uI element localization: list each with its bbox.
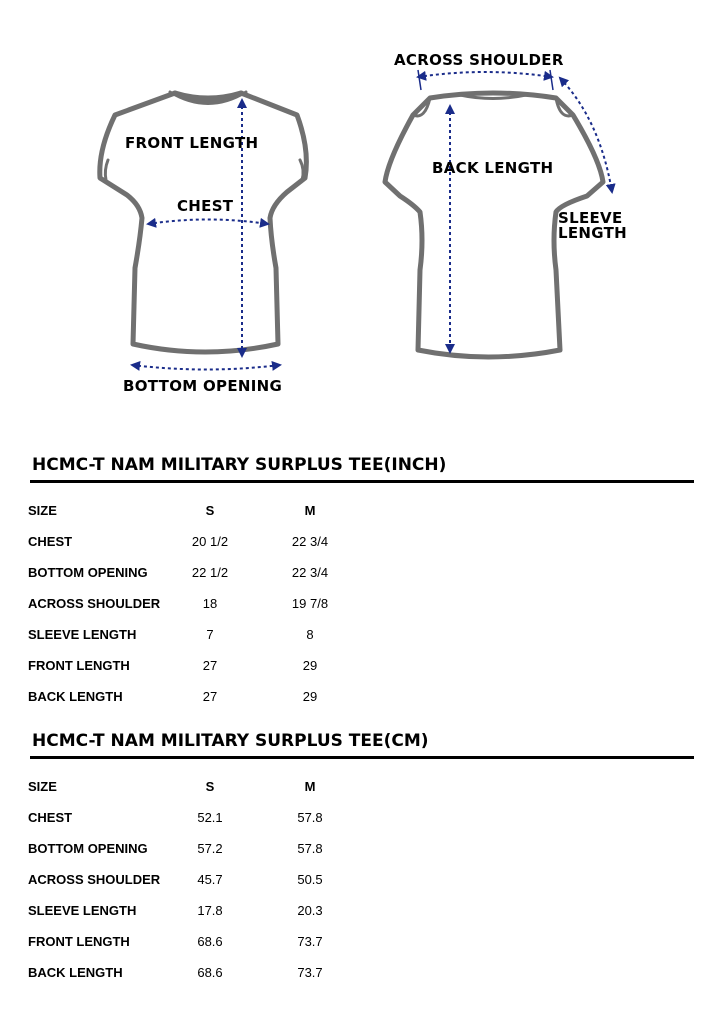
table-header-row bbox=[0, 779, 723, 797]
row-label: ACROSS SHOULDER bbox=[28, 872, 161, 887]
row-s-value: 68.6 bbox=[197, 965, 223, 980]
cm-table-title: HCMC-T NAM MILITARY SURPLUS TEE(CM) bbox=[32, 731, 429, 751]
row-label: FRONT LENGTH bbox=[28, 934, 130, 949]
header-s: S bbox=[205, 779, 215, 794]
row-s-value: 27 bbox=[202, 689, 218, 704]
table-row bbox=[0, 934, 723, 952]
table-row bbox=[0, 872, 723, 890]
table-row bbox=[0, 534, 723, 552]
measurement-diagram bbox=[0, 0, 723, 420]
row-m-value: 29 bbox=[302, 658, 318, 673]
row-s-value: 17.8 bbox=[197, 903, 223, 918]
front-tshirt-outline bbox=[100, 92, 307, 352]
header-size: SIZE bbox=[28, 779, 57, 794]
inch-table-title: HCMC-T NAM MILITARY SURPLUS TEE(INCH) bbox=[32, 455, 447, 475]
row-m-value: 20.3 bbox=[297, 903, 323, 918]
row-label: BOTTOM OPENING bbox=[28, 565, 148, 580]
bottom-opening-arrow bbox=[132, 365, 280, 370]
sleeve-length-label-line2: LENGTH bbox=[558, 224, 627, 242]
row-m-value: 19 7/8 bbox=[291, 596, 329, 611]
row-s-value: 52.1 bbox=[197, 810, 223, 825]
row-m-value: 57.8 bbox=[297, 841, 323, 856]
row-s-value: 27 bbox=[202, 658, 218, 673]
front-length-label: FRONT LENGTH bbox=[125, 134, 259, 152]
row-s-value: 7 bbox=[206, 627, 214, 642]
row-label: SLEEVE LENGTH bbox=[28, 627, 137, 642]
table-row bbox=[0, 810, 723, 828]
table-row bbox=[0, 841, 723, 859]
table-row bbox=[0, 596, 723, 614]
chest-label: CHEST bbox=[177, 197, 234, 215]
row-label: FRONT LENGTH bbox=[28, 658, 130, 673]
row-label: BOTTOM OPENING bbox=[28, 841, 148, 856]
inch-table-rule bbox=[30, 480, 694, 483]
across-shoulder-label: ACROSS SHOULDER bbox=[394, 51, 564, 69]
row-s-value: 20 1/2 bbox=[191, 534, 229, 549]
row-m-value: 22 3/4 bbox=[291, 565, 329, 580]
row-m-value: 29 bbox=[302, 689, 318, 704]
header-s: S bbox=[205, 503, 215, 518]
sleeve-length-label-line1: SLEEVE bbox=[558, 209, 623, 227]
row-m-value: 73.7 bbox=[297, 934, 323, 949]
table-row bbox=[0, 627, 723, 645]
row-s-value: 68.6 bbox=[197, 934, 223, 949]
row-label: BACK LENGTH bbox=[28, 965, 123, 980]
table-row bbox=[0, 965, 723, 983]
row-s-value: 22 1/2 bbox=[191, 565, 229, 580]
row-m-value: 73.7 bbox=[297, 965, 323, 980]
across-shoulder-arrow bbox=[418, 72, 552, 77]
table-header-row bbox=[0, 503, 723, 521]
header-m: M bbox=[304, 779, 316, 794]
table-row bbox=[0, 565, 723, 583]
cm-table-rule bbox=[30, 756, 694, 759]
row-m-value: 57.8 bbox=[297, 810, 323, 825]
table-row bbox=[0, 903, 723, 921]
row-m-value: 50.5 bbox=[297, 872, 323, 887]
row-label: CHEST bbox=[28, 810, 73, 825]
row-s-value: 57.2 bbox=[197, 841, 223, 856]
row-label: CHEST bbox=[28, 534, 73, 549]
header-m: M bbox=[304, 503, 316, 518]
row-m-value: 8 bbox=[306, 627, 314, 642]
row-s-value: 18 bbox=[202, 596, 218, 611]
row-s-value: 45.7 bbox=[197, 872, 223, 887]
chest-arrow bbox=[148, 220, 268, 225]
row-label: ACROSS SHOULDER bbox=[28, 596, 161, 611]
back-length-label: BACK LENGTH bbox=[432, 159, 554, 177]
table-row bbox=[0, 689, 723, 707]
row-m-value: 22 3/4 bbox=[291, 534, 329, 549]
bottom-opening-label: BOTTOM OPENING bbox=[123, 377, 283, 395]
row-label: BACK LENGTH bbox=[28, 689, 123, 704]
header-size: SIZE bbox=[28, 503, 57, 518]
table-row bbox=[0, 658, 723, 676]
row-label: SLEEVE LENGTH bbox=[28, 903, 137, 918]
